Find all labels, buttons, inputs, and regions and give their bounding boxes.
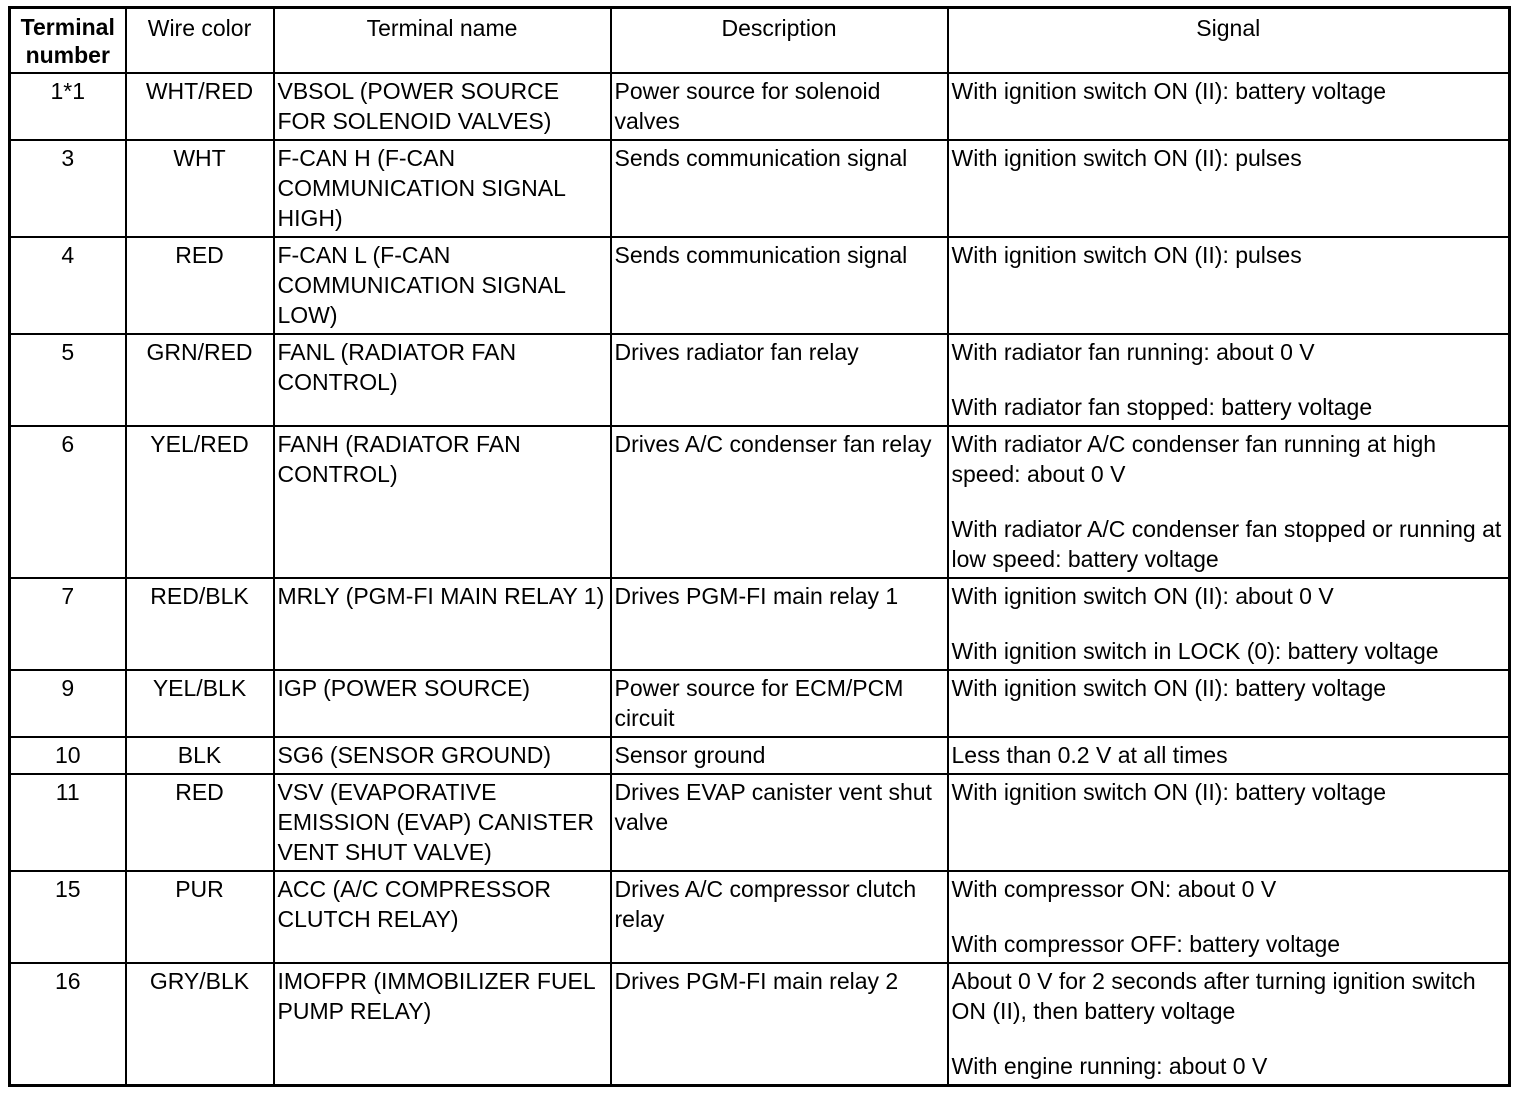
description-cell: Sends communication signal bbox=[611, 237, 948, 334]
table-row bbox=[10, 737, 1510, 774]
signal-cell bbox=[948, 73, 1510, 140]
description-cell: Drives EVAP canister vent shut valve bbox=[611, 774, 948, 871]
terminal-name-cell: VSV (EVAPORATIVE EMISSION (EVAP) CANISTER VENT SHUT VALVE) bbox=[274, 774, 611, 871]
signal-line: With ignition switch ON (II): battery voltage bbox=[951, 78, 1387, 104]
terminal-name-cell: VBSOL (POWER SOURCE FOR SOLENOID VALVES) bbox=[274, 73, 611, 140]
terminal-name-cell: ACC (A/C COMPRESSOR CLUTCH RELAY) bbox=[274, 871, 611, 963]
description-cell: Power source for ECM/PCM circuit bbox=[611, 670, 948, 737]
signal-cell bbox=[948, 670, 1510, 737]
terminal-table bbox=[8, 6, 1511, 1087]
header-terminal-name: Terminal name bbox=[274, 8, 611, 74]
wire-color-cell: RED bbox=[126, 774, 274, 871]
terminal-number-cell: 3 bbox=[10, 140, 126, 237]
terminal-name-cell: F-CAN L (F-CAN COMMUNICATION SIGNAL LOW) bbox=[274, 237, 611, 334]
table-row bbox=[10, 963, 1510, 1086]
terminal-name-cell: IMOFPR (IMMOBILIZER FUEL PUMP RELAY) bbox=[274, 963, 611, 1086]
table-row bbox=[10, 73, 1510, 140]
wire-color-cell: YEL/RED bbox=[126, 426, 274, 578]
description-cell: Drives radiator fan relay bbox=[611, 334, 948, 426]
signal-cell bbox=[948, 237, 1510, 334]
terminal-name-cell: F-CAN H (F-CAN COMMUNICATION SIGNAL HIGH) bbox=[274, 140, 611, 237]
table-row bbox=[10, 334, 1510, 426]
table-row bbox=[10, 871, 1510, 963]
terminal-name-cell: MRLY (PGM-FI MAIN RELAY 1) bbox=[274, 578, 611, 670]
wire-color-cell: PUR bbox=[126, 871, 274, 963]
signal-line: With engine running: about 0 V bbox=[951, 1053, 1268, 1079]
header-wire-color: Wire color bbox=[126, 8, 274, 74]
header-description: Description bbox=[611, 8, 948, 74]
signal-line: With ignition switch ON (II): pulses bbox=[951, 145, 1302, 171]
description-cell: Drives PGM-FI main relay 2 bbox=[611, 963, 948, 1086]
description-cell: Drives A/C compressor clutch relay bbox=[611, 871, 948, 963]
signal-cell bbox=[948, 140, 1510, 237]
terminal-number-cell: 6 bbox=[10, 426, 126, 578]
signal-line: With radiator A/C condenser fan stopped or running at low speed: battery voltage bbox=[951, 516, 1502, 572]
signal-line: With ignition switch ON (II): about 0 V bbox=[951, 583, 1334, 609]
signal-cell bbox=[948, 737, 1510, 774]
description-cell: Sends communication signal bbox=[611, 140, 948, 237]
wire-color-cell: WHT/RED bbox=[126, 73, 274, 140]
signal-line: About 0 V for 2 seconds after turning ignition switch ON (II), then battery voltage bbox=[951, 968, 1476, 1024]
signal-line: With ignition switch in LOCK (0): battery voltage bbox=[951, 638, 1439, 664]
description-cell: Sensor ground bbox=[611, 737, 948, 774]
wire-color-cell: YEL/BLK bbox=[126, 670, 274, 737]
description-cell: Power source for solenoid valves bbox=[611, 73, 948, 140]
terminal-number-cell: 4 bbox=[10, 237, 126, 334]
table-row bbox=[10, 578, 1510, 670]
signal-line: With ignition switch ON (II): pulses bbox=[951, 242, 1302, 268]
signal-line: With radiator fan running: about 0 V bbox=[951, 339, 1315, 365]
terminal-name-cell: IGP (POWER SOURCE) bbox=[274, 670, 611, 737]
header-terminal-number: Terminal number bbox=[10, 8, 126, 74]
description-cell: Drives PGM-FI main relay 1 bbox=[611, 578, 948, 670]
wire-color-cell: RED/BLK bbox=[126, 578, 274, 670]
table-row bbox=[10, 426, 1510, 578]
table-body bbox=[10, 73, 1510, 1086]
terminal-name-cell: FANL (RADIATOR FAN CONTROL) bbox=[274, 334, 611, 426]
table-row bbox=[10, 670, 1510, 737]
signal-cell bbox=[948, 963, 1510, 1086]
signal-cell bbox=[948, 426, 1510, 578]
signal-line: With radiator fan stopped: battery voltage bbox=[951, 394, 1373, 420]
wire-color-cell: GRY/BLK bbox=[126, 963, 274, 1086]
header-row bbox=[10, 8, 1510, 74]
signal-line: With radiator A/C condenser fan running at high speed: about 0 V bbox=[951, 431, 1437, 487]
signal-cell bbox=[948, 334, 1510, 426]
wire-color-cell: WHT bbox=[126, 140, 274, 237]
signal-line: With compressor ON: about 0 V bbox=[951, 876, 1277, 902]
terminal-number-cell: 10 bbox=[10, 737, 126, 774]
signal-line: With ignition switch ON (II): battery voltage bbox=[951, 779, 1387, 805]
terminal-number-cell: 9 bbox=[10, 670, 126, 737]
terminal-number-cell: 15 bbox=[10, 871, 126, 963]
signal-cell bbox=[948, 774, 1510, 871]
wire-color-cell: RED bbox=[126, 237, 274, 334]
signal-line: Less than 0.2 V at all times bbox=[951, 742, 1228, 768]
wire-color-cell: BLK bbox=[126, 737, 274, 774]
table-row bbox=[10, 237, 1510, 334]
terminal-number-cell: 7 bbox=[10, 578, 126, 670]
terminal-number-cell: 1*1 bbox=[10, 73, 126, 140]
terminal-name-cell: FANH (RADIATOR FAN CONTROL) bbox=[274, 426, 611, 578]
terminal-number-cell: 5 bbox=[10, 334, 126, 426]
signal-cell bbox=[948, 871, 1510, 963]
signal-line: With ignition switch ON (II): battery voltage bbox=[951, 675, 1387, 701]
header-signal: Signal bbox=[948, 8, 1510, 74]
terminal-name-cell: SG6 (SENSOR GROUND) bbox=[274, 737, 611, 774]
table-row bbox=[10, 774, 1510, 871]
wire-color-cell: GRN/RED bbox=[126, 334, 274, 426]
description-cell: Drives A/C condenser fan relay bbox=[611, 426, 948, 578]
signal-line: With compressor OFF: battery voltage bbox=[951, 931, 1341, 957]
terminal-number-cell: 16 bbox=[10, 963, 126, 1086]
terminal-number-cell: 11 bbox=[10, 774, 126, 871]
table-row bbox=[10, 140, 1510, 237]
signal-cell bbox=[948, 578, 1510, 670]
